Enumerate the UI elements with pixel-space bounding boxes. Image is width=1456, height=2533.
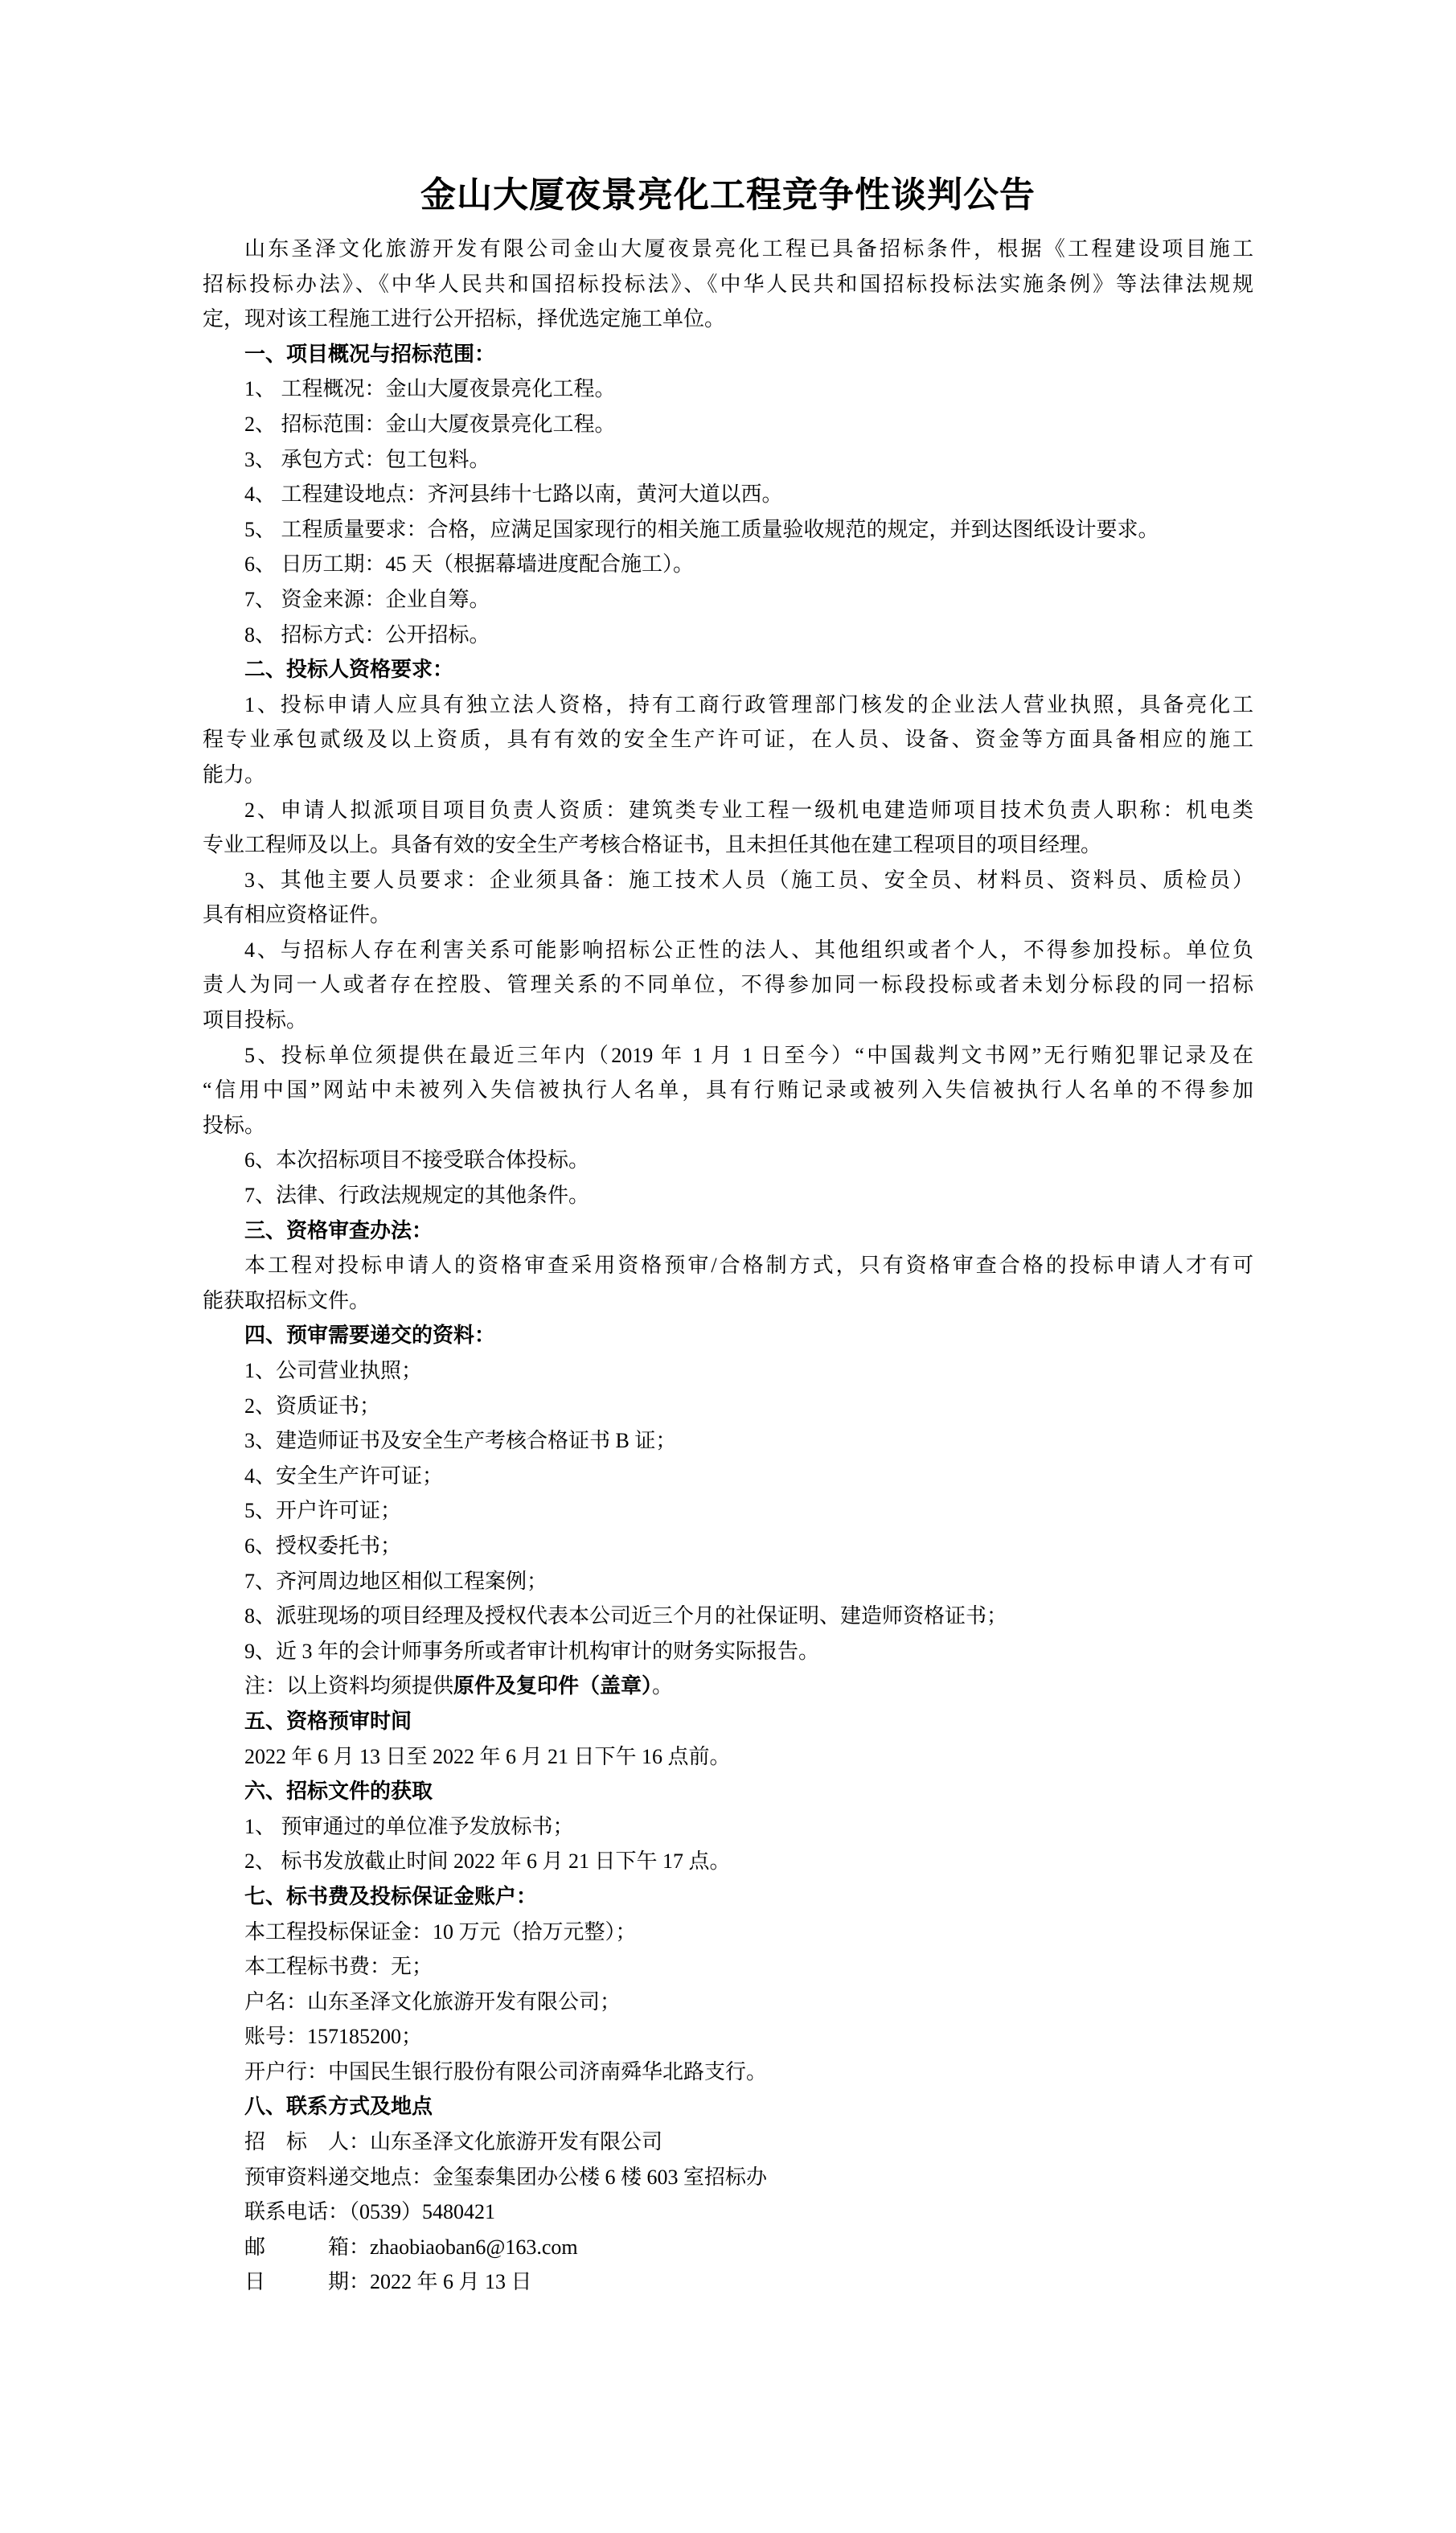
s2-paragraph-line: “信用中国”网站中未被列入失信被执行人名单，具有行贿记录或被列入失信被执行人名单的不得参加 [203, 1078, 1253, 1102]
s1-item: 8、 招标方式：公开招标。 [244, 622, 490, 647]
section8-heading: 八、联系方式及地点 [244, 2095, 433, 2119]
s3-body-line: 能获取招标文件。 [203, 1288, 371, 1312]
s1-item: 4、 工程建设地点：齐河县纬十七路以南，黄河大道以西。 [244, 482, 783, 507]
document-title: 金山大厦夜景亮化工程竞争性谈判公告 [420, 175, 1036, 215]
s1-item: 5、 工程质量要求：合格，应满足国家现行的相关施工质量验收规范的规定，并到达图纸设计要求。 [244, 517, 1159, 541]
s4-item: 5、开户许可证； [244, 1499, 402, 1523]
s7-line-doc-fee: 本工程标书费：无； [244, 1955, 433, 1979]
s1-item: 6、 日历工期：45 天（根据幕墙进度配合施工）。 [244, 552, 695, 577]
s7-line-bank: 开户行：中国民生银行股份有限公司济南舜华北路支行。 [244, 2059, 768, 2083]
section3-heading: 三、资格审查办法： [244, 1218, 433, 1242]
section2-heading: 二、投标人资格要求： [244, 658, 454, 682]
s5-body: 2022 年 6 月 13 日至 2022 年 6 月 21 日下午 16 点前。 [244, 1744, 731, 1768]
section1-heading: 一、项目概况与招标范围： [244, 342, 496, 366]
s1-item: 7、 资金来源：企业自筹。 [244, 587, 490, 611]
s4-item: 8、派驻现场的项目经理及授权代表本公司近三个月的社保证明、建造师资格证书； [244, 1604, 1008, 1628]
s4-note-prefix: 注：以上资料均须提供 [244, 1674, 454, 1698]
s8-line-date: 日 期：2022 年 6 月 13 日 [244, 2270, 532, 2294]
section6-heading: 六、招标文件的获取 [244, 1780, 433, 1804]
s4-note [203, 1669, 1253, 1704]
s2-paragraph-line: 1、投标申请人应具有独立法人资格，持有工商行政管理部门核发的企业法人营业执照，具备亮化工 [244, 692, 1253, 716]
s2-paragraph-line: 2、申请人拟派项目项目负责人资质：建筑类专业工程一级机电建造师项目技术负责人职称：机电类 [244, 798, 1253, 822]
s6-item: 2、 标书发放截止时间 2022 年 6 月 21 日下午 17 点。 [244, 1849, 731, 1874]
s7-line-account-number: 账号：157185200； [244, 2025, 423, 2049]
s6-item: 1、 预审通过的单位准予发放标书； [244, 1814, 574, 1838]
s7-line-account-name: 户名：山东圣泽文化旅游开发有限公司； [244, 1989, 621, 2014]
s2-paragraph-line: 5、投标单位须提供在最近三年内（2019 年 1 月 1 日至今）“中国裁判文书网”无行贿犯罪记录及在 [244, 1043, 1253, 1067]
s2-paragraph-line: 具有相应资格证件。 [203, 903, 392, 927]
s2-paragraph-line: 项目投标。 [203, 1008, 308, 1032]
s8-line-tenderee: 招 标 人：山东圣泽文化旅游开发有限公司 [244, 2130, 663, 2154]
s1-item: 3、 承包方式：包工包料。 [244, 447, 490, 471]
section4-heading: 四、预审需要递交的资料： [244, 1324, 496, 1348]
s2-paragraph-line: 3、其他主要人员要求：企业须具备：施工技术人员（施工员、安全员、材料员、资料员、质检员） [244, 868, 1253, 892]
s4-item: 6、授权委托书； [244, 1533, 402, 1558]
s8-line-phone: 联系电话：（0539）5480421 [244, 2200, 496, 2224]
s4-note-suffix: 。 [652, 1674, 674, 1698]
s2-paragraph-line: 7、法律、行政法规规定的其他条件。 [244, 1184, 590, 1208]
s4-item: 7、齐河周边地区相似工程案例； [244, 1569, 548, 1593]
s3-body-line: 本工程对投标申请人的资格审查采用资格预审/合格制方式，只有资格审查合格的投标申请人才有可 [244, 1254, 1253, 1278]
s7-line-bid-bond: 本工程投标保证金：10 万元（拾万元整）； [244, 1919, 637, 1944]
intro-line: 招标投标办法》、《中华人民共和国招标投标法》、《中华人民共和国招标投标法实施条例》等法律法规规 [203, 272, 1253, 296]
s2-paragraph-line: 4、与招标人存在利害关系可能影响招标公正性的法人、其他组织或者个人，不得参加投标。单位负 [244, 938, 1253, 962]
s2-paragraph-line: 程专业承包贰级及以上资质，具有有效的安全生产许可证，在人员、设备、资金等方面具备相应的施工 [203, 728, 1253, 752]
s8-line-submit-address: 预审资料递交地点：金玺泰集团办公楼 6 楼 603 室招标办 [244, 2165, 768, 2189]
s4-item: 1、公司营业执照； [244, 1359, 423, 1382]
s4-note-bold: 原件及复印件（盖章） [453, 1674, 653, 1698]
s2-paragraph-line: 责人为同一人或者存在控股、管理关系的不同单位，不得参加同一标段投标或者未划分标段的同一招标 [203, 973, 1253, 997]
s2-paragraph-line: 投标。 [203, 1113, 266, 1137]
intro-line: 山东圣泽文化旅游开发有限公司金山大厦夜景亮化工程已具备招标条件，根据《工程建设项目施工 [244, 237, 1253, 261]
s1-item: 1、 工程概况：金山大厦夜景亮化工程。 [244, 377, 616, 401]
s8-line-email: 邮 箱：zhaobiaoban6@163.com [244, 2235, 578, 2259]
s4-item: 9、近 3 年的会计师事务所或者审计机构审计的财务实际报告。 [244, 1639, 820, 1663]
s2-paragraph-line: 能力。 [203, 762, 266, 786]
section5-heading: 五、资格预审时间 [244, 1709, 412, 1733]
s2-paragraph-line: 6、本次招标项目不接受联合体投标。 [244, 1148, 590, 1172]
s1-item: 2、 招标范围：金山大厦夜景亮化工程。 [244, 412, 616, 436]
intro-line: 定，现对该工程施工进行公开招标，择优选定施工单位。 [203, 307, 726, 331]
s4-item: 2、资质证书； [244, 1394, 381, 1418]
s4-item: 4、安全生产许可证； [244, 1464, 444, 1488]
s2-paragraph-line: 专业工程师及以上。具备有效的安全生产考核合格证书，且未担任其他在建工程项目的项目经理。 [203, 833, 1102, 857]
s4-item: 3、建造师证书及安全生产考核合格证书 B 证； [244, 1429, 677, 1453]
section7-heading: 七、标书费及投标保证金账户： [244, 1884, 538, 1908]
